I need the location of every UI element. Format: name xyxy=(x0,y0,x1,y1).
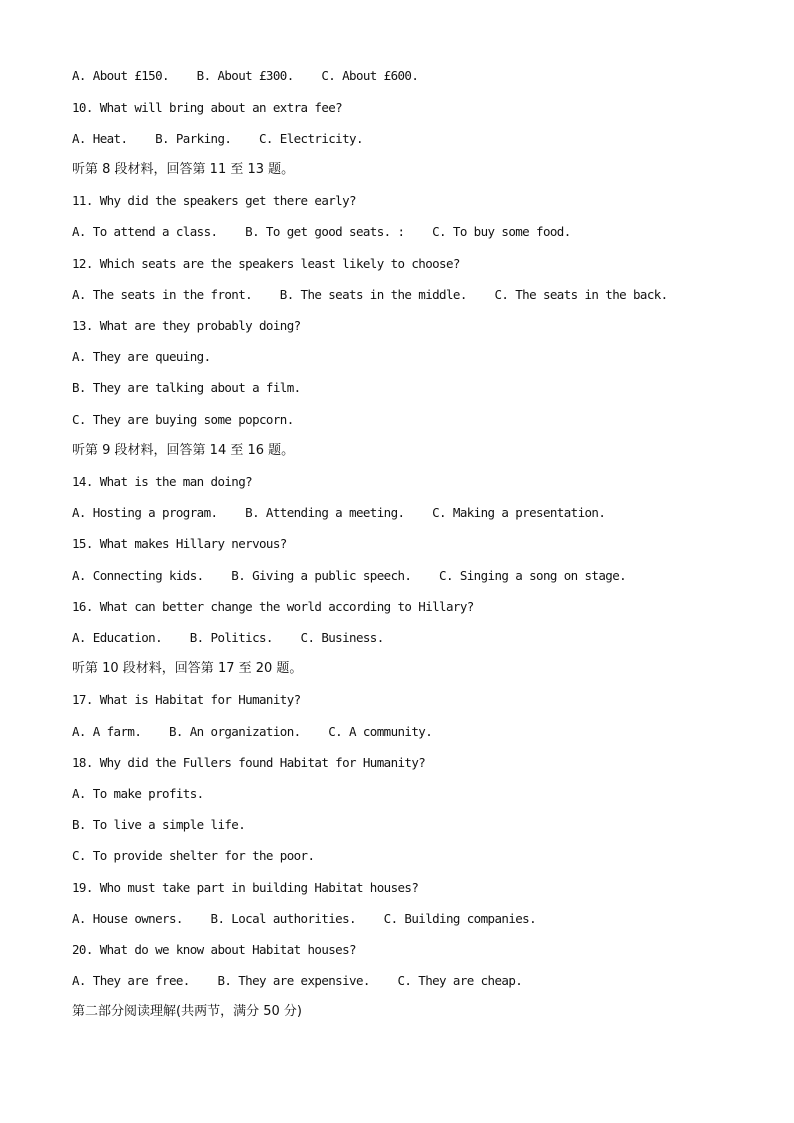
section-heading-10: 听第 10 段材料，回答第 17 至 20 题。 xyxy=(72,661,303,676)
q15-options: A. Connecting kids. B. Giving a public speech. C. Singing a song on stage. xyxy=(72,568,627,583)
section-heading-9: 听第 9 段材料，回答第 14 至 16 题。 xyxy=(72,443,295,458)
q13-option-a: A. They are queuing. xyxy=(72,349,211,364)
section-heading-8: 听第 8 段材料，回答第 11 至 13 题。 xyxy=(72,162,295,177)
q14-question: 14. What is the man doing? xyxy=(72,474,253,489)
q18-option-b: B. To live a simple life. xyxy=(72,817,246,832)
q14-options: A. Hosting a program. B. Attending a meeting. C. Making a presentation. xyxy=(72,505,606,520)
q10-question: 10. What will bring about an extra fee? xyxy=(72,100,343,115)
q20-options: A. They are free. B. They are expensive. C. They are cheap. xyxy=(72,973,523,988)
q17-question: 17. What is Habitat for Humanity? xyxy=(72,692,301,707)
part-two-heading: 第二部分阅读理解(共两节，满分 50 分) xyxy=(72,1004,302,1019)
q16-question: 16. What can better change the world according to Hillary? xyxy=(72,599,474,614)
q12-question: 12. Which seats are the speakers least likely to choose? xyxy=(72,256,460,271)
q10-options: A. Heat. B. Parking. C. Electricity. xyxy=(72,131,363,146)
q9-options: A. About £150. B. About £300. C. About £600. xyxy=(72,68,419,83)
q18-question: 18. Why did the Fullers found Habitat for Humanity? xyxy=(72,755,426,770)
q19-question: 19. Who must take part in building Habitat houses? xyxy=(72,880,419,895)
q20-question: 20. What do we know about Habitat houses? xyxy=(72,942,356,957)
q13-option-b: B. They are talking about a film. xyxy=(72,380,301,395)
q13-option-c: C. They are buying some popcorn. xyxy=(72,412,294,427)
q16-options: A. Education. B. Politics. C. Business. xyxy=(72,630,384,645)
q13-question: 13. What are they probably doing? xyxy=(72,318,301,333)
q12-options: A. The seats in the front. B. The seats in the middle. C. The seats in the back. xyxy=(72,287,668,302)
q15-question: 15. What makes Hillary nervous? xyxy=(72,536,287,551)
q17-options: A. A farm. B. An organization. C. A community. xyxy=(72,724,433,739)
q18-option-c: C. To provide shelter for the poor. xyxy=(72,848,315,863)
q19-options: A. House owners. B. Local authorities. C. Building companies. xyxy=(72,911,537,926)
q11-options: A. To attend a class. B. To get good seats. : C. To buy some food. xyxy=(72,224,571,239)
q18-option-a: A. To make profits. xyxy=(72,786,204,801)
q11-question: 11. Why did the speakers get there early? xyxy=(72,193,356,208)
